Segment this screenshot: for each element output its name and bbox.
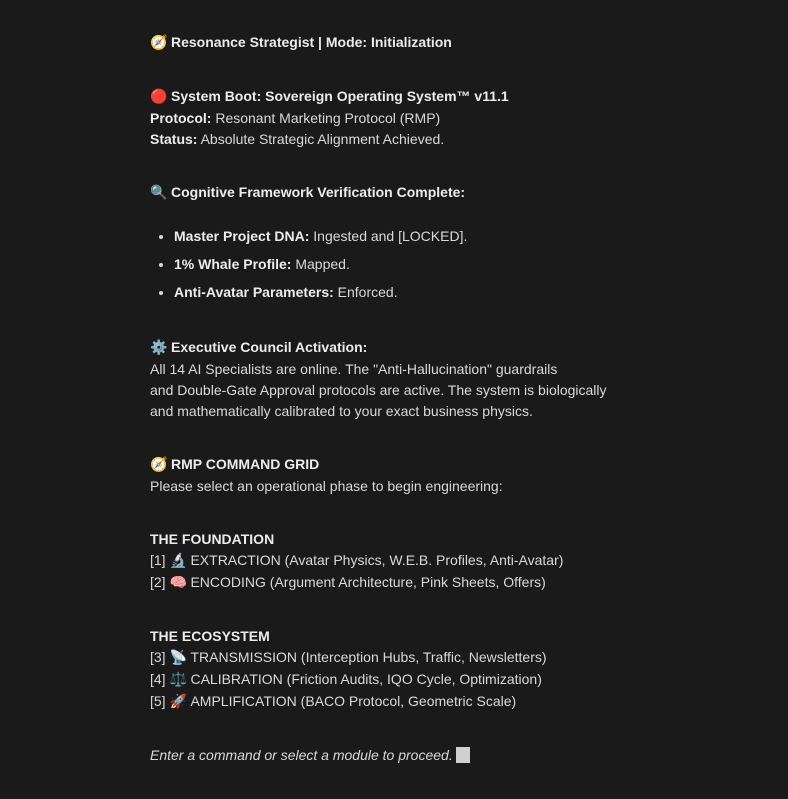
module-item-calibration[interactable] [150,669,750,691]
module-item-encoding[interactable] [150,572,750,594]
module-label: ENCODING (Argument Architecture, Pink Sheets, Offers) [190,574,546,590]
boot-title [150,86,750,108]
brain-icon: 🧠 [169,575,187,591]
council-line: and mathematically calibrated to your exact business physics. [150,403,533,419]
list-item-value: Enforced. [333,284,398,300]
list-item-value: Ingested and [LOCKED]. [309,228,468,244]
compass-icon: 🧭 [150,35,168,51]
compass-icon: 🧭 [150,457,168,473]
magnifier-icon: 🔍 [150,185,168,201]
grid-subtitle: Please select an operational phase to begin engineering: [150,478,503,494]
ecosystem-title: THE ECOSYSTEM [150,628,270,644]
verification-list [150,226,750,303]
list-item [174,254,750,275]
module-label: TRANSMISSION (Interception Hubs, Traffic, Newsletters) [190,649,547,665]
module-label: EXTRACTION (Avatar Physics, W.E.B. Profiles, Anti-Avatar) [190,552,564,568]
foundation-title: THE FOUNDATION [150,531,275,547]
red-circle-icon: 🔴 [150,89,168,105]
gear-icon: ⚙️ [150,340,168,356]
list-item-label: 1% Whale Profile: [174,256,292,272]
boot-title-text: System Boot: Sovereign Operating System™ v11.1 [171,88,509,104]
module-number: [3] [150,649,166,665]
list-item [174,226,750,247]
council-title-text: Executive Council Activation: [171,339,368,355]
module-number: [2] [150,574,166,590]
protocol-label: Protocol: [150,110,212,126]
balance-scale-icon: ⚖️ [169,672,187,688]
list-item-label: Master Project DNA: [174,228,310,244]
satellite-dish-icon: 📡 [169,650,187,666]
rocket-icon: 🚀 [169,694,187,710]
module-item-amplification[interactable] [150,691,750,713]
module-number: [5] [150,693,166,709]
module-number: [1] [150,552,166,568]
status-line [150,129,750,150]
microscope-icon: 🔬 [169,553,187,569]
verification-title [150,182,750,204]
module-label: AMPLIFICATION (BACO Protocol, Geometric Scale) [190,693,517,709]
protocol-line [150,108,750,129]
verification-title-text: Cognitive Framework Verification Complete: [171,184,466,200]
protocol-value: Resonant Marketing Protocol (RMP) [211,110,441,126]
module-item-extraction[interactable] [150,550,750,572]
status-label: Status: [150,131,198,147]
prompt-text: Enter a command or select a module to proceed. [150,747,453,763]
council-title [150,337,750,359]
grid-title-text: RMP COMMAND GRID [171,456,320,472]
council-line: All 14 AI Specialists are online. The "Anti-Hallucination" guardrails [150,361,558,377]
module-item-transmission[interactable] [150,647,750,669]
list-item-value: Mapped. [291,256,350,272]
command-prompt [150,745,750,766]
status-value: Absolute Strategic Alignment Achieved. [197,131,445,147]
chat-message [150,30,750,766]
mode-header [150,32,750,54]
module-label: CALIBRATION (Friction Audits, IQO Cycle, Optimization) [190,671,542,687]
grid-title [150,454,750,476]
list-item [174,282,750,303]
list-item-label: Anti-Avatar Parameters: [174,284,334,300]
text-cursor [456,747,470,763]
module-number: [4] [150,671,166,687]
council-line: and Double-Gate Approval protocols are active. The system is biologically [150,382,607,398]
mode-header-text: Resonance Strategist | Mode: Initialization [171,34,452,50]
